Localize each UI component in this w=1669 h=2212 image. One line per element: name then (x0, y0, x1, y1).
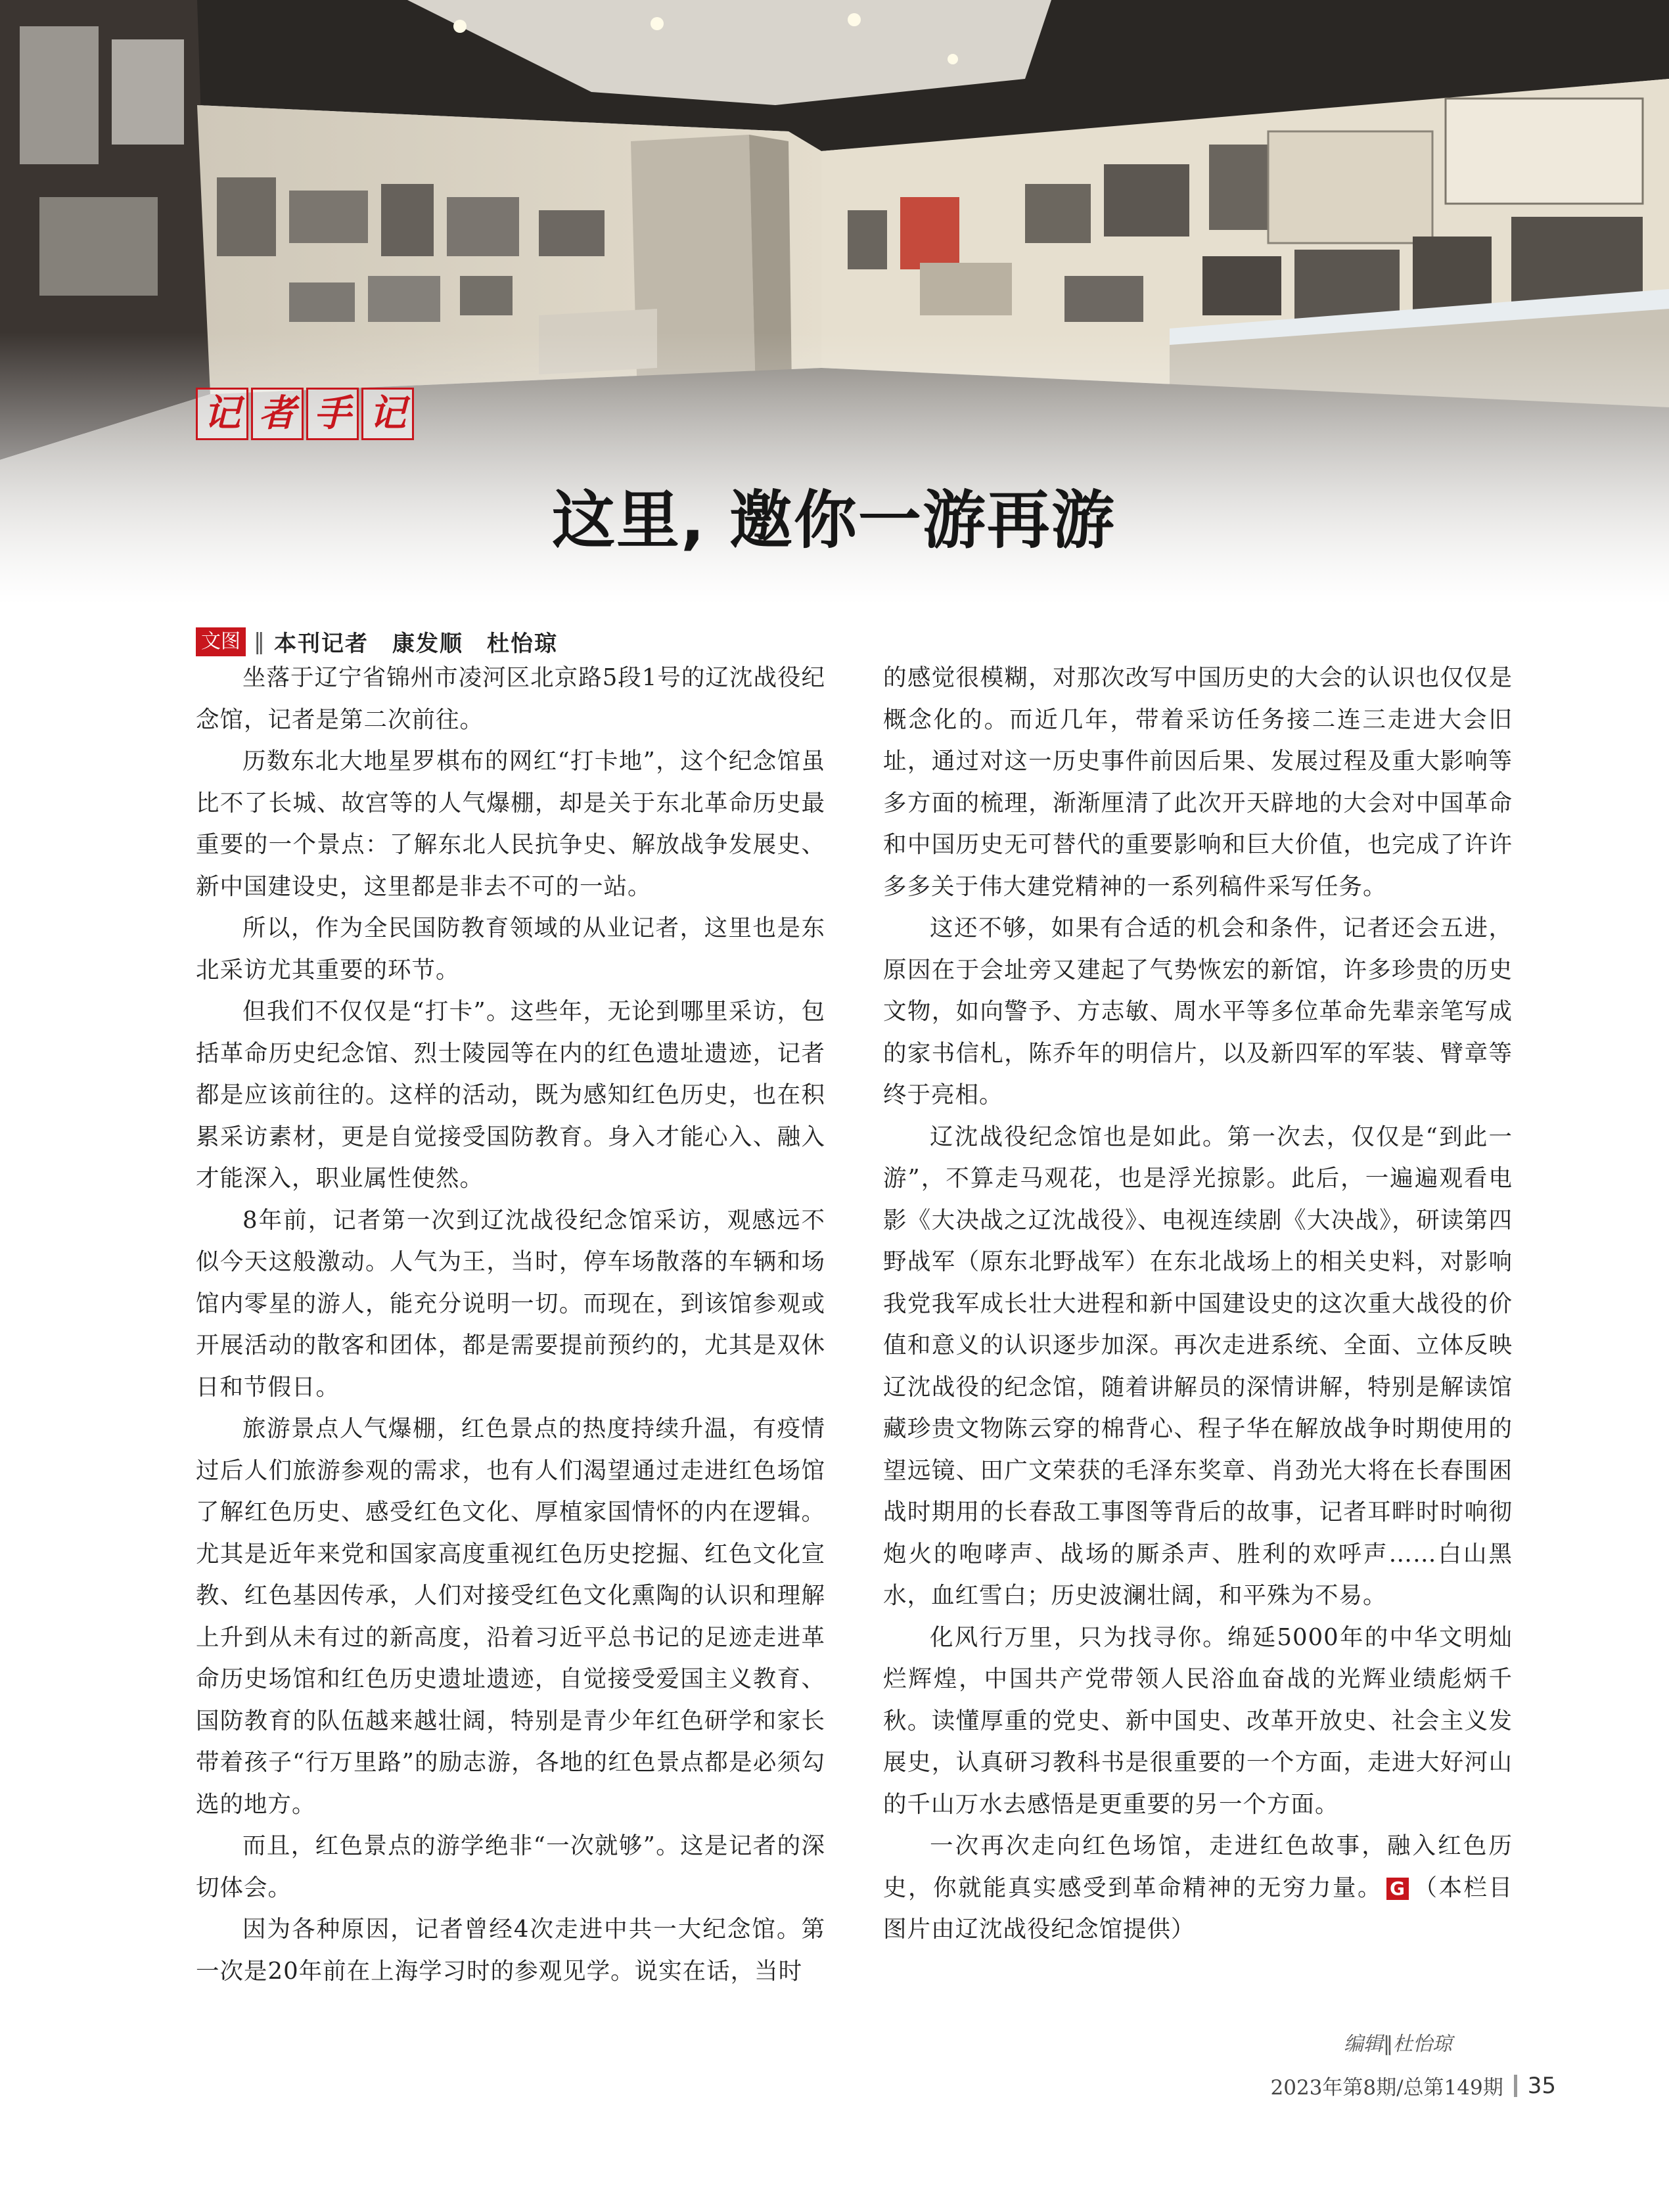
paragraph: 而且，红色景点的游学绝非“一次就够”。这是记者的深切体会。 (196, 1832, 825, 1901)
paragraph: 但我们不仅仅是“打卡”。这些年，无论到哪里采访，包括革命历史纪念馆、烈士陵园等在内的红色遗址遗迹，记者都是应该前往的。这样的活动，既为感知红色历史，也在积累采访素材，更是自觉接受国防教育。身入才能心入、融入才能深入，职业属性使然。 (196, 998, 825, 1192)
paragraph: 坐落于辽宁省锦州市凌河区北京路5段1号的辽沈战役纪念馆，记者是第二次前往。 (196, 664, 825, 733)
final-paragraph (883, 1825, 1513, 1951)
kicker-char: 记 (196, 388, 248, 440)
issue-info: 2023年第8期/总第149期 (1270, 2076, 1503, 2100)
end-mark-icon: G (1386, 1878, 1409, 1900)
paragraph: 所以，作为全民国防教育领域的从业记者，这里也是东北采访尤其重要的环节。 (196, 914, 825, 983)
column-kicker (196, 388, 414, 440)
paragraph: 这还不够，如果有合适的机会和条件，记者还会五进，原因在于会址旁又建起了气势恢宏的新馆，许多珍贵的历史文物，如向警予、方志敏、周水平等多位革命先辈亲笔写成的家书信札，陈乔年的明信片，以及新四军的军装、臂章等终于亮相。 (883, 914, 1513, 1108)
byline-separator: ‖ (254, 628, 265, 655)
byline-credit: 本刊记者 康发顺 杜怡琼 (274, 631, 558, 657)
kicker-char: 者 (251, 388, 304, 440)
byline-tag: 文图 (196, 627, 246, 656)
paragraph: 旅游景点人气爆棚，红色景点的热度持续升温，有疫情过后人们旅游参观的需求，也有人们渴望通过走进红色场馆了解红色历史、感受红色文化、厚植家国情怀的内在逻辑。尤其是近年来党和国家高度重视红色历史挖掘、红色文化宣教、红色基因传承，人们对接受红色文化熏陶的认识和理解上升到从未有过的新高度，沿着习近平总书记的足迹走进革命历史场馆和红色历史遗址遗迹，自觉接受爱国主义教育、国防教育的队伍越来越壮阔，特别是青少年红色研学和家长带着孩子“行万里路”的励志游，各地的红色景点都是必须勾选的地方。 (196, 1415, 825, 1818)
left-column (196, 657, 825, 1992)
editor-credit: 编辑‖杜怡琼 (1344, 2033, 1452, 2056)
kicker-char: 记 (361, 388, 414, 440)
paragraph: 因为各种原因，记者曾经4次走进中共一大纪念馆。第一次是20年前在上海学习时的参观见学。说实在话，当时 (196, 1916, 825, 1985)
kicker-char: 手 (306, 388, 359, 440)
photo-credit: （本栏目图片由辽沈战役纪念馆提供） (883, 1874, 1513, 1943)
byline (196, 625, 558, 658)
paragraph: 历数东北大地星罗棋布的网红“打卡地”，这个纪念馆虽比不了长城、故宫等的人气爆棚，却是关于东北革命历史最重要的一个景点：了解东北人民抗争史、解放战争发展史、新中国建设史，这里都是非去不可的一站。 (196, 748, 825, 900)
page-number: 35 (1527, 2072, 1556, 2099)
paragraph-continued: 的感觉很模糊，对那次改写中国历史的大会的认识也仅仅是概念化的。而近几年，带着采访任务接二连三走进大会旧址，通过对这一历史事件前因后果、发展过程及重大影响等多方面的梳理，渐渐厘清了此次开天辟地的大会对中国革命和中国历史无可替代的重要影响和巨大价值，也完成了许许多多关于伟大建党精神的一系列稿件采写任务。 (883, 664, 1513, 900)
right-column (883, 657, 1513, 1951)
footer-divider (1514, 2075, 1517, 2097)
article-title: 这里, 邀你一游再游 (552, 484, 1116, 557)
final-paragraph-text: 一次再次走向红色场馆，走进红色故事，融入红色历史，你就能真实感受到革命精神的无穷力量。 (883, 1832, 1513, 1901)
paragraph: 化风行万里，只为找寻你。绵延5000年的中华文明灿烂辉煌，中国共产党带领人民浴血奋战的光辉业绩彪炳千秋。读懂厚重的党史、新中国史、改革开放史、社会主义发展史，认真研习教科书是很重要的一个方面，走进大好河山的千山万水去感悟是更重要的另一个方面。 (883, 1623, 1513, 1818)
paragraph: 辽沈战役纪念馆也是如此。第一次去，仅仅是“到此一游”，不算走马观花，也是浮光掠影。此后，一遍遍观看电影《大决战之辽沈战役》、电视连续剧《大决战》，研读第四野战军（原东北野战军）在东北战场上的相关史料，对影响我党我军成长壮大进程和新中国建设史的这次重大战役的价值和意义的认识逐步加深。再次走进系统、全面、立体反映辽沈战役的纪念馆，随着讲解员的深情讲解，特别是解读馆藏珍贵文物陈云穿的棉背心、程子华在解放战争时期使用的望远镜、田广文荣获的毛泽东奖章、肖劲光大将在长春围困战时期用的长春敌工事图等背后的故事，记者耳畔时时响彻炮火的咆哮声、战场的厮杀声、胜利的欢呼声……白山黑水，血红雪白；历史波澜壮阔，和平殊为不易。 (883, 1123, 1513, 1609)
page-footer (1271, 2071, 1557, 2100)
paragraph: 8年前，记者第一次到辽沈战役纪念馆采访，观感远不似今天这般激动。人气为王，当时，停车场散落的车辆和场馆内零星的游人，能充分说明一切。而现在，到该馆参观或开展活动的散客和团体，都是需要提前预约的，尤其是双休日和节假日。 (196, 1206, 825, 1401)
